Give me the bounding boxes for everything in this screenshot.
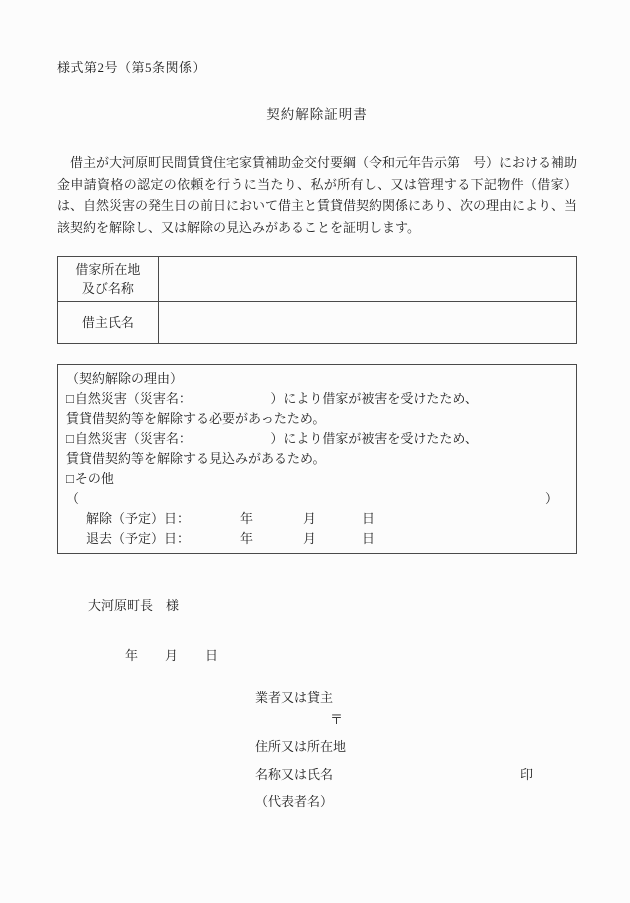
signer-name-label: 名称又は氏名: [255, 767, 334, 782]
property-location-value-cell: [158, 257, 576, 302]
reason-option2-post: ）により借家が被害を受けたため、: [270, 431, 478, 446]
property-location-label-line2: 及び名称: [81, 281, 134, 296]
moveout-date-label: 退去（予定）日：: [86, 531, 191, 546]
body-paragraph: 借主が大河原町民間賃貸住宅家賃補助金交付要綱（令和元年告示第 号）における補助金申請資格の認定の依頼を行うに当たり、私が所有し、又は管理する下記物件（借家）は、自然災害の発生日の前日において借主と賃貸借契約関係にあり、次の理由により、当該契約を解除し、又は解除の見込みがあることを証明します。: [57, 155, 578, 235]
reason-option1-line1: [66, 389, 568, 409]
document-title: 契約解除証明書: [266, 107, 368, 122]
year-unit: 年: [240, 531, 254, 546]
reason-option3-label: その他: [74, 471, 114, 486]
reason-option2-line1: [66, 429, 568, 449]
footer-date-line: [125, 648, 218, 664]
signer-role-label: 業者又は貸主: [255, 690, 334, 705]
cancel-date-line: [86, 509, 568, 529]
cancel-date-label: 解除（予定）日：: [86, 511, 191, 526]
reason-option1-post: ）により借家が被害を受けたため、: [270, 391, 478, 406]
reason-option1-pre: 自然災害（災害名：: [74, 391, 186, 406]
year-unit: 年: [125, 648, 139, 663]
table-row-tenant-name: [58, 302, 577, 344]
day-unit: 日: [362, 511, 376, 526]
postal-mark-icon: 〒: [330, 712, 344, 727]
paren-close: ）: [544, 491, 558, 506]
day-unit: 日: [362, 531, 376, 546]
moveout-date-line: [86, 529, 568, 549]
property-location-label: [58, 257, 159, 302]
property-table: [57, 256, 577, 344]
year-unit: 年: [240, 511, 254, 526]
addressee: 大河原町長 様: [88, 598, 180, 613]
month-unit: 月: [303, 511, 317, 526]
day-unit: 日: [205, 648, 219, 663]
reason-other-blank-line: [66, 489, 558, 509]
checkbox-unchecked-icon: □: [66, 471, 74, 486]
reason-option2-line2: 賃貸借契約等を解除する見込みがあるため。: [66, 451, 326, 466]
form-number: 様式第2号（第5条関係）: [57, 60, 207, 75]
tenant-name-label: 借主氏名: [58, 302, 159, 344]
reason-option3-line: [66, 469, 568, 489]
checkbox-unchecked-icon: □: [66, 431, 74, 446]
seal-mark-icon: 印: [520, 767, 534, 782]
reason-option2-pre: 自然災害（災害名：: [74, 431, 186, 446]
checkbox-unchecked-icon: □: [66, 391, 74, 406]
reason-option1-line2: 賃貸借契約等を解除する必要があったため。: [66, 411, 326, 426]
reason-heading: （契約解除の理由）: [66, 371, 184, 386]
tenant-name-value-cell: [158, 302, 576, 344]
signer-address-label: 住所又は所在地: [255, 739, 347, 754]
representative-name-label: （代表者名）: [255, 794, 334, 809]
paren-open: （: [66, 491, 80, 506]
month-unit: 月: [303, 531, 317, 546]
property-location-label-line1: 借家所在地: [75, 262, 141, 277]
table-row-property-location: [58, 257, 577, 302]
cancellation-reason-box: [57, 364, 577, 554]
month-unit: 月: [165, 648, 179, 663]
